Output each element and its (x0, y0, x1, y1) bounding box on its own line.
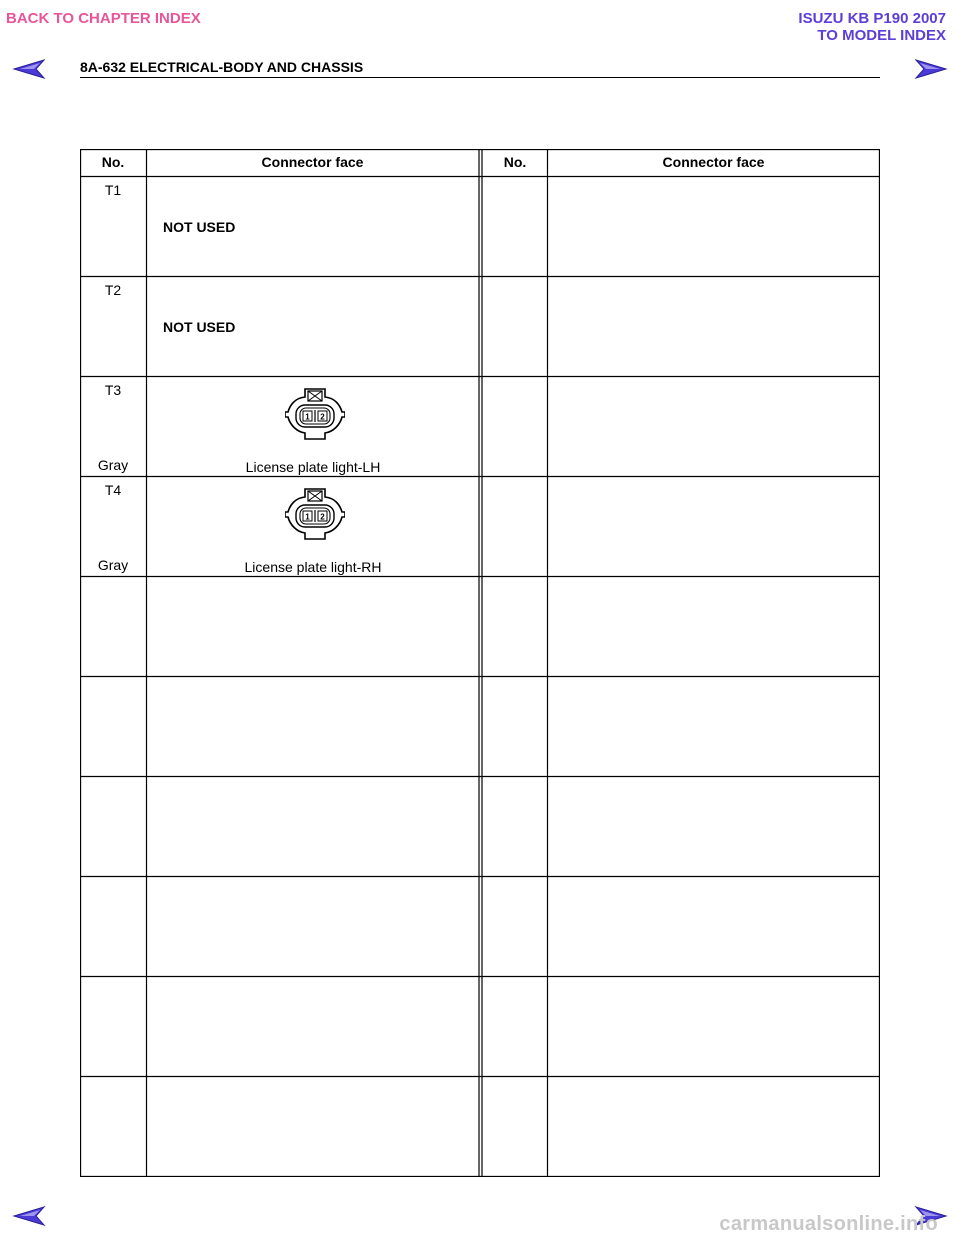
connector-number-t1: T1 (104, 182, 122, 198)
connector-t4-pin-2: 2 (320, 512, 325, 522)
connector-caption-t4: License plate light-RH (244, 559, 382, 575)
header-divider (80, 77, 880, 78)
connector-face-t3-icon (285, 385, 345, 443)
previous-page-arrow-bottom-icon[interactable] (12, 1205, 46, 1227)
page-title: 8A-632 ELECTRICAL-BODY AND CHASSIS (80, 59, 364, 75)
connector-caption-t3: License plate light-LH (245, 459, 381, 475)
column-header-connector-face-right: Connector face (662, 154, 765, 170)
connector-color-t3: Gray (97, 457, 129, 473)
not-used-label-t1: NOT USED (163, 219, 236, 235)
model-index-link[interactable] (798, 10, 946, 44)
previous-page-arrow-icon[interactable] (12, 58, 46, 80)
connector-number-t4: T4 (104, 482, 122, 498)
model-name-label: ISUZU KB P190 2007 (798, 10, 946, 27)
column-header-connector-face: Connector face (261, 154, 364, 170)
connector-t3-pin-1: 1 (305, 412, 310, 422)
next-page-arrow-icon[interactable] (914, 58, 948, 80)
to-model-index-label: TO MODEL INDEX (817, 27, 946, 44)
column-header-no-right: No. (503, 154, 527, 170)
table-grid-lines (80, 149, 880, 1177)
not-used-label-t2: NOT USED (163, 319, 236, 335)
connector-t4-pin-1: 1 (305, 512, 310, 522)
back-to-chapter-index-link[interactable]: BACK TO CHAPTER INDEX (6, 10, 201, 27)
connector-t3-pin-2: 2 (320, 412, 325, 422)
connector-number-t3: T3 (104, 382, 122, 398)
connector-number-t2: T2 (104, 282, 122, 298)
column-header-no: No. (101, 154, 125, 170)
watermark: carmanualsonline.info (719, 1213, 938, 1235)
connector-color-t4: Gray (97, 557, 129, 573)
connector-table (80, 149, 880, 1177)
connector-face-t4-icon (285, 485, 345, 543)
